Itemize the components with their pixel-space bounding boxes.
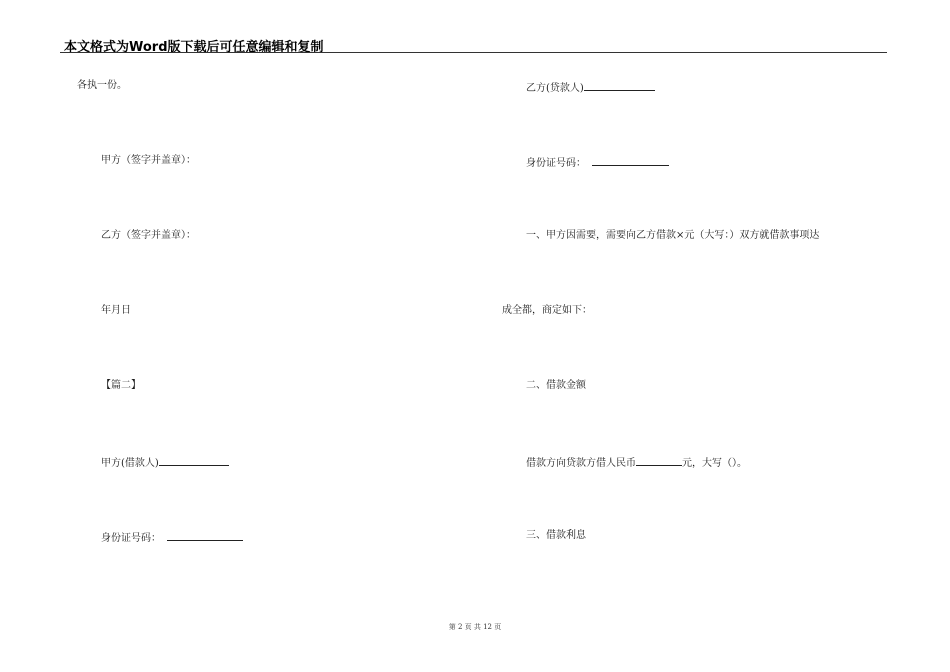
left-line-6 [101,454,229,471]
right-line-6 [526,454,747,471]
left-line-2: 甲方（签字并盖章）： [101,155,196,166]
left-line-4: 年月日 [101,305,131,316]
page-number: 第 2 页 共 12 页 [448,623,502,631]
loan-amount-prefix: 借款方向贷款方借人民币 [526,458,636,469]
lender-label: 乙方(贷款人) [526,83,584,94]
borrower-id-blank [167,529,243,541]
lender-id-label: 身份证号码： [526,158,586,169]
right-line-3: 一、甲方因需要，需要向乙方借款×元（大写：）双方就借款事项达 [526,230,820,241]
header-divider [60,52,887,53]
lender-id-blank [592,154,669,166]
borrower-id-label: 身份证号码： [101,533,161,544]
left-line-3: 乙方（签字并盖章）： [101,230,196,241]
header-title: 本文格式为Word版下载后可任意编辑和复制 [64,40,324,55]
right-line-5: 二、借款金额 [526,380,586,391]
right-line-7: 三、借款利息 [526,530,586,541]
borrower-label: 甲方(借款人) [101,458,159,469]
right-line-4: 成全都，商定如下： [502,305,592,316]
loan-amount-suffix: 元，大写（）。 [682,458,747,469]
lender-name-blank [584,79,655,91]
borrower-name-blank [159,454,229,466]
loan-amount-blank [636,454,682,466]
left-line-7 [101,529,243,546]
left-line-1: 各执一份。 [77,80,127,91]
left-line-5: 【篇二】 [101,380,141,391]
right-line-1 [526,79,655,96]
right-line-2 [526,154,669,171]
